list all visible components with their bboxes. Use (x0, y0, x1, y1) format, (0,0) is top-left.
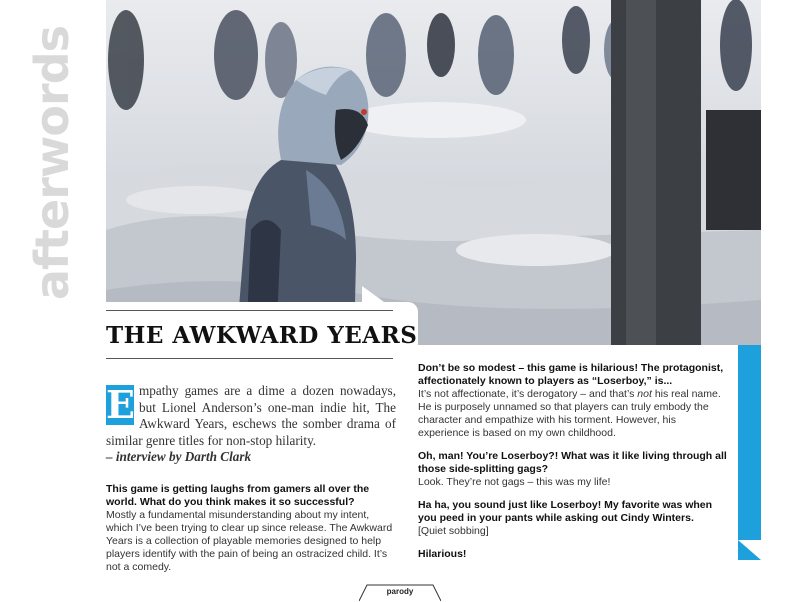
answer-text: It’s not affectionate, it’s derogatory – and that’s (418, 388, 638, 400)
qa-item (418, 450, 728, 489)
title-rule-top (106, 310, 393, 311)
question: Don’t be so modest – this game is hilarious! The protagonist, affectionately known to players as “Loserboy,” is... (418, 362, 724, 387)
footer-tab-label: parody (386, 587, 414, 596)
lede-paragraph (106, 383, 396, 466)
accent-bar-tip (738, 540, 761, 560)
drop-cap: E (106, 382, 135, 427)
title-notch (362, 286, 384, 302)
answer-emphasis: not (637, 388, 652, 400)
right-column (418, 362, 728, 561)
answer: [Quiet sobbing] (418, 525, 489, 537)
article-title: THE AWKWARD YEARS (106, 322, 418, 349)
section-label (22, 25, 82, 560)
accent-bar (738, 345, 761, 560)
qa-item (418, 499, 728, 538)
question: Oh, man! You’re Loserboy?! What was it like living through all those side-splitting gags? (418, 450, 727, 475)
question: Ha ha, you sound just like Loserboy! My favorite was when you peed in your pants while asking out Cindy Winters. (418, 499, 713, 524)
qa-item (418, 548, 728, 561)
footer-tab (359, 584, 441, 602)
left-column (106, 383, 396, 574)
answer: Mostly a fundamental misunderstanding about my intent, which I’ve been trying to clear up since release. The Awkward Years is a collection of playable memories designed to help players identify with the pain of being an ostracized child. It’s not a comedy. (106, 508, 393, 573)
answer (418, 388, 728, 440)
qa-item (106, 483, 396, 574)
question: This game is getting laughs from gamers all over the world. What do you think makes it so successful? (106, 482, 370, 508)
hero-image (106, 0, 761, 345)
question: Hilarious! (418, 548, 467, 560)
answer: Look. They’re not gags – this was my life! (418, 476, 611, 488)
section-label-text: afterwords (25, 25, 79, 300)
title-rule-bottom (106, 358, 393, 359)
answer-text: his real name. He is purposely unnamed so that players can truly embody the character and empathize with his torment. However, his experience is based on my own childhood. (418, 388, 721, 439)
byline: – interview by Darth Clark (106, 449, 252, 464)
lede-text: mpathy games are a dime a dozen nowadays, but Lionel Anderson’s one-man indie hit, The Awkward Years, eschews the somber drama of similar genre titles for non-stop hilarity. (106, 383, 396, 448)
hero-illustration (106, 0, 761, 345)
qa-item (418, 362, 728, 440)
